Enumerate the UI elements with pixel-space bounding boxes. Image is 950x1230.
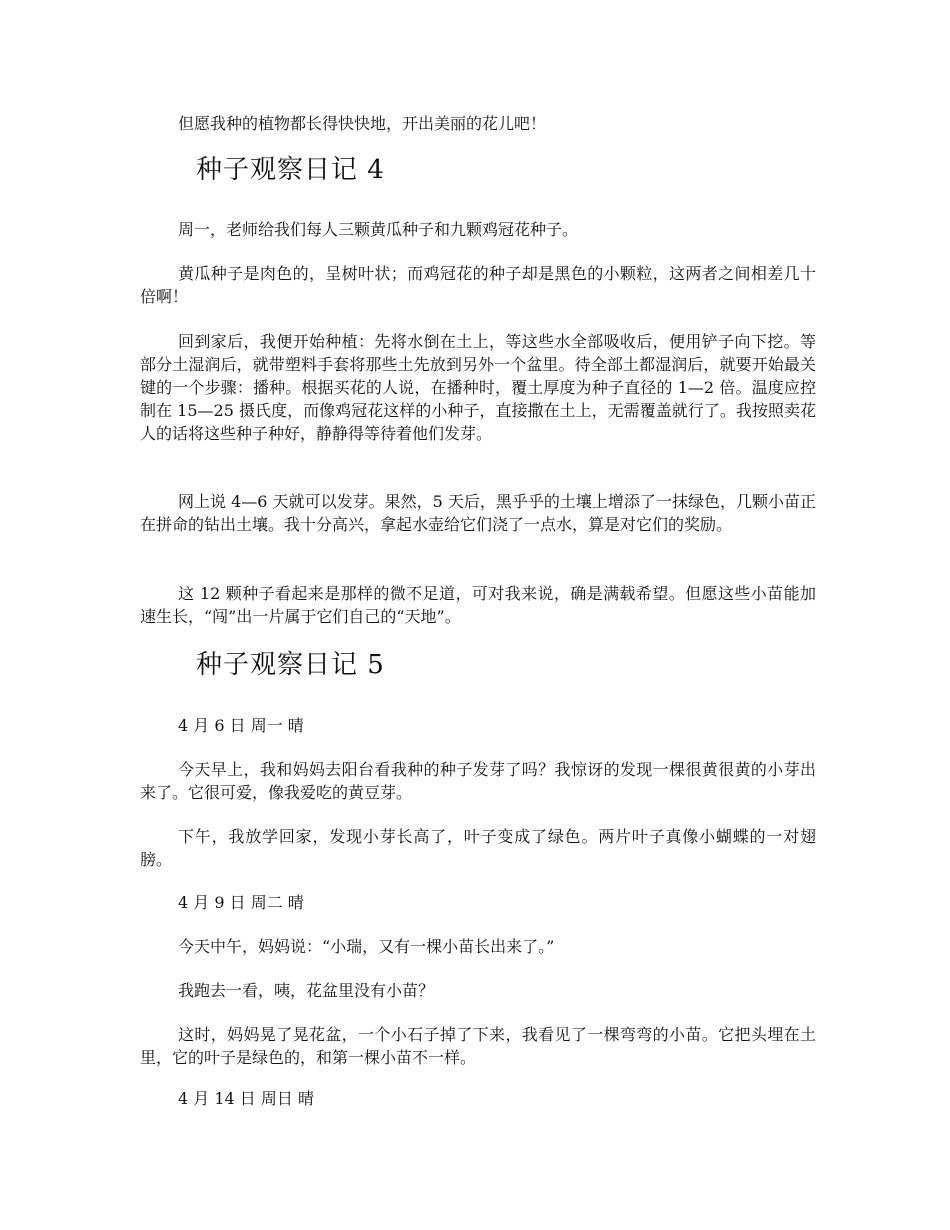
- diary-date-apr-9: 4 月 9 日 周二 晴: [178, 893, 304, 912]
- section-5-paragraph-4: 我跑去一看，咦，花盆里没有小苗？: [178, 981, 435, 1000]
- section-4-paragraph-1: 周一，老师给我们每人三颗黄瓜种子和九颗鸡冠花种子。: [178, 220, 579, 239]
- section-5-paragraph-3: 今天中午，妈妈说：“小瑞，又有一棵小苗长出来了。”: [178, 937, 555, 956]
- section-4-paragraph-5: 这 12 颗种子看起来是那样的微不足道，可对我来说，确是满载希望。但愿这些小苗能加速生长，“闯”出一片属于它们自己的“天地”。: [140, 584, 816, 626]
- diary-date-apr-14: 4 月 14 日 周日 晴: [178, 1089, 314, 1108]
- section-4-paragraph-3: 回到家后，我便开始种植：先将水倒在土上，等这些水全部吸收后，便用铲子向下挖。等部分土湿润后，就带塑料手套将那些土先放到另外一个盆里。待全部土都湿润后，就要开始最关键的一个步骤：播种。根据买花的人说，在播种时，覆土厚度为种子直径的 1—2 倍。温度应控制在 15—25 摄氏度，而像鸡冠花这样的小种子，直接撒在土上，无需覆盖就行了。我按照卖花人的话将这些种子种好，静静得等待着他们发芽。: [140, 332, 816, 443]
- section-4-paragraph-4: 网上说 4—6 天就可以发芽。果然，5 天后，黑乎乎的土壤上增添了一抹绿色，几颗小苗正在拼命的钻出土壤。我十分高兴，拿起水壶给它们浇了一点水，算是对它们的奖励。: [140, 492, 816, 534]
- section-4-paragraph-2: 黄瓜种子是肉色的，呈树叶状；而鸡冠花的种子却是黑色的小颗粒，这两者之间相差几十倍啊！: [140, 264, 816, 306]
- diary-date-apr-6: 4 月 6 日 周一 晴: [178, 716, 304, 735]
- paragraph-closing-wish: 但愿我种的植物都长得快快地，开出美丽的花儿吧！: [178, 114, 547, 133]
- section-5-paragraph-2: 下午，我放学回家，发现小芽长高了，叶子变成了绿色。两片叶子真像小蝴蝶的一对翅膀。: [140, 827, 816, 869]
- section-5-title: 种子观察日记 5: [196, 650, 385, 680]
- section-5-paragraph-5: 这时，妈妈晃了晃花盆，一个小石子掉了下来，我看见了一棵弯弯的小苗。它把头埋在土里，它的叶子是绿色的，和第一棵小苗不一样。: [140, 1025, 816, 1067]
- section-4-title: 种子观察日记 4: [196, 155, 385, 185]
- section-5-paragraph-1: 今天早上，我和妈妈去阳台看我种的种子发芽了吗？我惊讶的发现一棵很黄很黄的小芽出来了。它很可爱，像我爱吃的黄豆芽。: [140, 760, 816, 802]
